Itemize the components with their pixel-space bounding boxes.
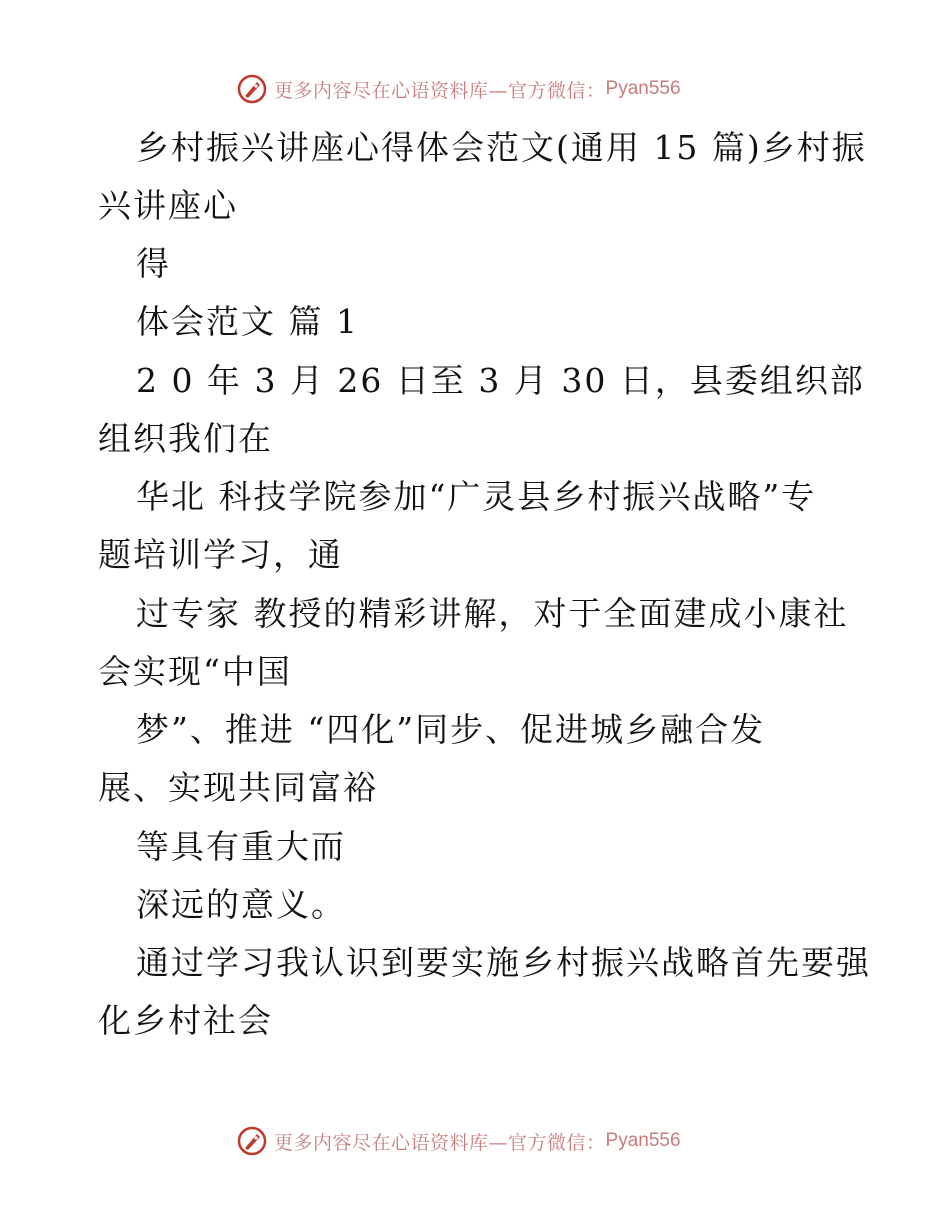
text-line: 深远的意义。 — [136, 885, 346, 924]
text-line: 乡村振兴讲座心得体会范文(通用 15 篇)乡村振 — [136, 128, 867, 167]
text-line: 华北 科技学院参加“广灵县乡村振兴战略”专 — [136, 477, 817, 516]
watermark-wechat-id: Pyan556 — [605, 1130, 681, 1151]
pen-nib-circle-icon — [236, 73, 268, 105]
text-line: 等具有重大而 — [136, 827, 346, 866]
header-watermark — [236, 72, 681, 106]
text-line: 展、实现共同富裕 — [98, 768, 378, 807]
text-line: 会实现“中国 — [98, 652, 292, 691]
text-line: 过专家 教授的精彩讲解，对于全面建成小康社 — [136, 594, 849, 633]
watermark-wechat-id: Pyan556 — [605, 78, 681, 99]
text-line: 得 — [136, 244, 171, 283]
pen-nib-circle-icon — [236, 1125, 268, 1157]
text-line: 兴讲座心 — [98, 186, 238, 225]
watermark-text: 更多内容尽在心语资料库—官方微信： — [274, 1131, 606, 1154]
watermark-text: 更多内容尽在心语资料库—官方微信： — [274, 79, 606, 102]
text-line: 通过学习我认识到要实施乡村振兴战略首先要强 — [136, 943, 871, 982]
text-line: 2 0 年 3 月 26 日至 3 月 30 日，县委组织部 — [136, 361, 865, 400]
text-line: 体会范文 篇 1 — [136, 302, 359, 341]
text-line: 题培训学习，通 — [98, 535, 343, 574]
text-line: 组织我们在 — [98, 419, 273, 458]
text-line: 梦”、推进 “四化”同步、促进城乡融合发 — [136, 710, 766, 749]
text-line: 化乡村社会 — [98, 1001, 273, 1040]
footer-watermark — [236, 1124, 681, 1158]
